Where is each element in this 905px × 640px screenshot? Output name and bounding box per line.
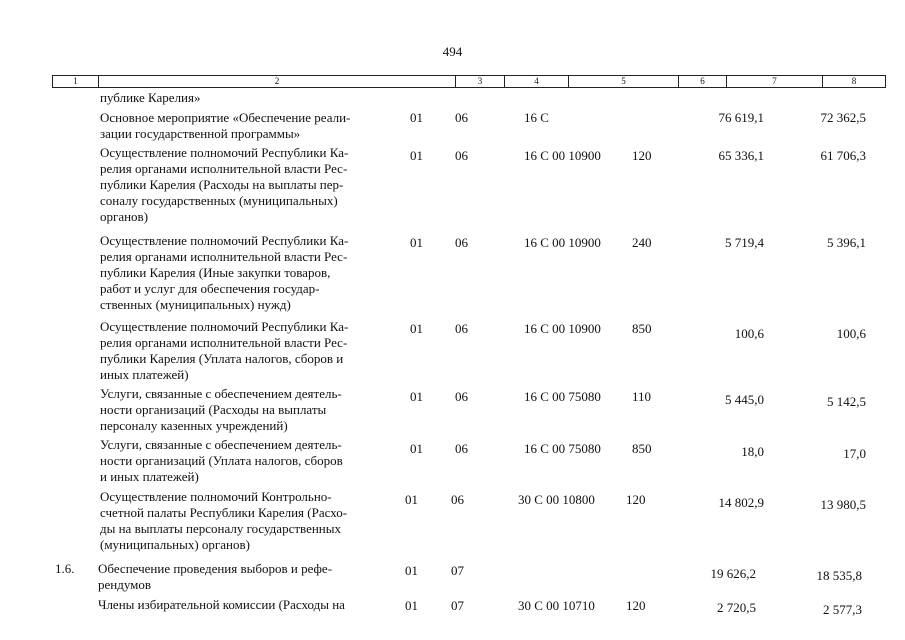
row-subsection-code: 06 [455, 148, 468, 163]
row-expense-code: 120 [626, 492, 646, 507]
row-amount-col8: 100,6 [836, 326, 866, 341]
row-subsection-code: 06 [451, 492, 464, 507]
row-section-code: 01 [405, 492, 418, 507]
row-section-code: 01 [410, 389, 423, 404]
header-col-4: 4 [505, 76, 569, 87]
row-description-line: Услуги, связанные с обеспечением деятель- [100, 386, 342, 401]
row-item-number: 1.6. [55, 561, 75, 576]
row-amount-col7: 19 626,2 [710, 566, 756, 581]
row-description-line: и иных платежей) [100, 469, 199, 484]
row-description-line: релия органами исполнительной власти Рес- [100, 335, 348, 350]
row-amount-col8: 5 142,5 [827, 394, 866, 409]
row-description-line: релия органами исполнительной власти Рес- [100, 161, 348, 176]
row-expense-code: 110 [632, 389, 652, 404]
page-number: 494 [442, 44, 463, 59]
row-section-code: 01 [405, 563, 418, 578]
row-description-line: зации государственной программы» [100, 126, 301, 141]
row-section-code: 01 [410, 321, 423, 336]
row-description-line: Услуги, связанные с обеспечением деятель- [100, 437, 342, 452]
row-target-code: 16 С 00 75080 [524, 389, 601, 404]
row-amount-col8: 18 535,8 [816, 568, 862, 583]
row-description-line: ности организаций (Уплата налогов, сборов [100, 453, 343, 468]
row-amount-col7: 2 720,5 [717, 600, 756, 615]
header-col-3: 3 [456, 76, 505, 87]
row-expense-code: 240 [632, 235, 652, 250]
row-amount-col8: 17,0 [843, 446, 866, 461]
row-amount-col8: 5 396,1 [827, 235, 866, 250]
row-expense-code: 120 [632, 148, 652, 163]
row-description-line: публике Карелия» [100, 90, 201, 105]
row-subsection-code: 06 [455, 441, 468, 456]
row-amount-col7: 5 445,0 [725, 392, 764, 407]
row-description-line: счетной палаты Республики Карелия (Расхо- [100, 505, 348, 520]
row-description-line: Осуществление полномочий Республики Ка- [100, 233, 349, 248]
row-amount-col8: 72 362,5 [820, 110, 866, 125]
row-description-line: работ и услуг для обеспечения государ- [100, 281, 320, 296]
row-target-code: 16 С 00 10900 [524, 148, 601, 163]
row-description-line: иных платежей) [100, 367, 189, 382]
row-description-line: релия органами исполнительной власти Рес- [100, 249, 348, 264]
row-subsection-code: 06 [455, 389, 468, 404]
row-amount-col8: 13 980,5 [820, 497, 866, 512]
row-expense-code: 850 [632, 441, 652, 456]
row-description-line: Осуществление полномочий Контрольно- [100, 489, 332, 504]
row-target-code: 16 С 00 75080 [524, 441, 601, 456]
header-col-6: 6 [679, 76, 727, 87]
row-description-line: ности организаций (Расходы на выплаты [100, 402, 327, 417]
row-description-line: публики Карелия (Уплата налогов, сборов и [100, 351, 344, 366]
row-description-line: Основное мероприятие «Обеспечение реали- [100, 110, 351, 125]
row-expense-code: 850 [632, 321, 652, 336]
row-description-line: рендумов [98, 577, 152, 592]
row-target-code: 30 С 00 10710 [518, 598, 595, 613]
row-amount-col7: 76 619,1 [718, 110, 764, 125]
row-target-code: 16 С 00 10900 [524, 235, 601, 250]
row-subsection-code: 07 [451, 563, 464, 578]
row-section-code: 01 [410, 148, 423, 163]
row-amount-col7: 65 336,1 [718, 148, 764, 163]
row-description-line: публики Карелия (Иные закупки товаров, [100, 265, 331, 280]
row-expense-code: 120 [626, 598, 646, 613]
header-col-8: 8 [851, 76, 857, 86]
row-amount-col7: 100,6 [734, 326, 764, 341]
row-target-code: 30 С 00 10800 [518, 492, 595, 507]
row-section-code: 01 [405, 598, 418, 613]
row-description-line: (муниципальных) органов) [100, 537, 250, 552]
row-target-code: 16 С [524, 110, 549, 125]
header-col-2: 2 [99, 76, 456, 87]
row-subsection-code: 06 [455, 235, 468, 250]
row-description-line: Члены избирательной комиссии (Расходы на [98, 597, 345, 612]
row-amount-col8: 2 577,3 [823, 602, 862, 617]
row-description-line: публики Карелия (Расходы на выплаты пер- [100, 177, 344, 192]
row-description-line: Осуществление полномочий Республики Ка- [100, 319, 349, 334]
header-col-7: 7 [727, 76, 823, 87]
table-header [52, 75, 886, 88]
row-description-line: ственных (муниципальных) нужд) [100, 297, 291, 312]
row-description-line: ды на выплаты персоналу государственных [100, 521, 341, 536]
row-section-code: 01 [410, 110, 423, 125]
row-subsection-code: 06 [455, 321, 468, 336]
row-subsection-code: 07 [451, 598, 464, 613]
header-col-5: 5 [569, 76, 679, 87]
row-amount-col7: 18,0 [741, 444, 764, 459]
row-description-line: персоналу казенных учреждений) [100, 418, 288, 433]
row-description-line: соналу государственных (муниципальных) [100, 193, 338, 208]
row-description-line: органов) [100, 209, 149, 224]
row-description-line: Обеспечение проведения выборов и рефе- [98, 561, 333, 576]
row-amount-col7: 5 719,4 [725, 235, 764, 250]
row-amount-col8: 61 706,3 [820, 148, 866, 163]
row-target-code: 16 С 00 10900 [524, 321, 601, 336]
row-description-line: Осуществление полномочий Республики Ка- [100, 145, 349, 160]
header-col-1: 1 [53, 76, 99, 87]
row-amount-col7: 14 802,9 [718, 495, 764, 510]
row-section-code: 01 [410, 235, 423, 250]
row-section-code: 01 [410, 441, 423, 456]
row-subsection-code: 06 [455, 110, 468, 125]
